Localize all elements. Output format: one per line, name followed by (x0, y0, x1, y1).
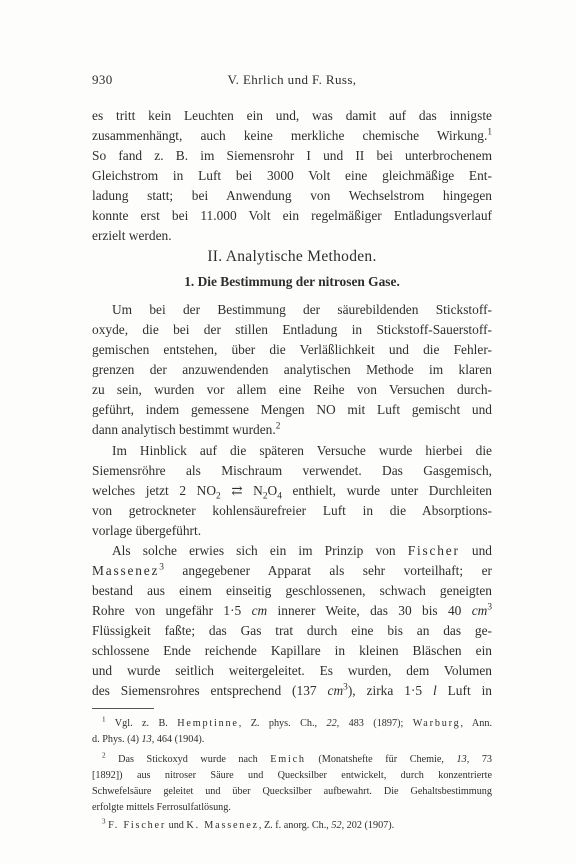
paragraph-1-line: erzielt werden. (92, 228, 172, 243)
paragraph-1-line: zusammenhängt, auch keine merkliche chemische Wirkung.$^1$ (92, 127, 492, 143)
subsection-heading: 1. Die Bestimmung der nitrosen Gase. (184, 274, 400, 289)
paragraph-4-line: Rohre von ungefähr 1·5 cm innerer Weite, das 30 bis 40 $cm^3$ (92, 602, 493, 618)
paragraph-1-line: es tritt kein Leuchten ein und, was damit auf das innigste (92, 108, 492, 123)
paragraph-4-line: Massenez$^3$ angegebener Apparat als sehr vorteilhaft; er (92, 562, 492, 578)
paragraph-1-line: Gleichstrom in Luft bei 3000 Volt eine gleichmäßige Ent- (92, 168, 492, 183)
footnote-1-cont: d. Phys. (4) 13, 464 (1904). (92, 734, 205, 745)
footnote-2-cont: [1892]) aus nitroser Säure und Quecksilber entwickelt, durch konzentrierte (92, 770, 492, 781)
footnote-2: $^2$ Das Stickoxyd wurde nach Emich (Monatshefte für Chemie, 13, 73 (102, 751, 492, 765)
page-header (92, 72, 492, 92)
paragraph-4-line: und wurde seitlich weitergeleitet. Es wurden, dem Volumen (92, 663, 492, 678)
paragraph-4-line: Flüssigkeit faßte; das Gas trat durch eine bis an das ge- (92, 623, 492, 638)
footnote-2-cont: Schwefelsäure geleitet und über Quecksilber aufbewahrt. Die Gehaltsbestimmung (92, 786, 492, 797)
paragraph-2-line: gemischen entstehen, über die Verläßlichkeit und die Fehler- (92, 342, 492, 357)
footnote-1: $^1$ Vgl. z. B. Hemptinne, Z. phys. Ch., 22, 483 (1897); Warburg, Ann. (102, 715, 493, 729)
paragraph-2-line: oxyde, die bei der stillen Entladung in Stickstoff-Sauerstoff- (92, 322, 492, 337)
paragraph-3-line: Im Hinblick auf die späteren Versuche wurde hierbei die (112, 443, 492, 458)
paragraph-4-line: schlossene Ende reichende Kapillare in kleinen Bläschen ein (92, 643, 492, 658)
paragraph-2-line: dann analytisch bestimmt wurden.$^2$ (92, 421, 281, 437)
paragraph-1-line: ladung statt; bei Anwendung von Wechselstrom hingegen (92, 188, 492, 203)
footnote-ref: 1 (487, 127, 492, 138)
footnote-2-cont: erfolgte mittels Ferrosulfatlösung. (92, 802, 231, 813)
paragraph-3-line: Siemensröhre als Mischraum verwendet. Das Gasgemisch, (92, 463, 492, 478)
footnote-rule (92, 708, 154, 709)
paragraph-3-line: vorlage übergeführt. (92, 523, 202, 538)
running-head: V. Ehrlich und F. Russ, (227, 72, 357, 87)
paragraph-2-line: Um bei der Bestimmung der säurebildenden Stickstoff- (112, 302, 492, 317)
equilibrium-arrow: ⇄ (220, 483, 254, 498)
paragraph-1-line: konnte erst bei 11.000 Volt ein regelmäßiger Entladungsverlauf (92, 208, 492, 223)
footnote-ref: 2 (275, 421, 281, 432)
paragraph-1-line: So fand z. B. im Siemensrohr I und II bei unterbrochenem (92, 148, 492, 163)
paragraph-3-line: welches jetzt 2 $NO_2$ ⇄ $N_2O_4$ enthielt, wurde unter Durchleiten (92, 483, 492, 502)
paragraph-3-line: von getrockneter kohlensäurefreier Luft in die Absorptions- (92, 503, 492, 518)
paragraph-4-line: Als solche erwies sich ein im Prinzip von Fischer und (112, 543, 492, 558)
paragraph-4-line: bestand aus einem einseitig geschlossenen, schwach geneigten (92, 583, 492, 598)
author-name: Massenez (92, 563, 160, 578)
paragraph-2-line: zu sein, wurden vor allem eine Reihe von Versuchen durch- (92, 382, 492, 397)
footnote-ref: 3 (159, 562, 164, 573)
footnote-3: $^3$ F. Fischer und K. Massenez, Z. f. anorg. Ch., 52, 202 (1907). (102, 817, 395, 831)
section-heading: II. Analytische Methoden. (207, 248, 377, 265)
paragraph-2-line: geführt, indem gemessene Mengen NO mit Luft gemischt und (92, 402, 492, 417)
page-number: 930 (92, 72, 113, 87)
author-name: Fischer (407, 543, 460, 558)
paragraph-4-line: des Siemensrohres entsprechend (137 $cm^3$), zirka 1·5 l Luft in (92, 682, 492, 698)
paragraph-2-line: grenzen der anzuwendenden analytischen Methode im klaren (92, 362, 492, 377)
